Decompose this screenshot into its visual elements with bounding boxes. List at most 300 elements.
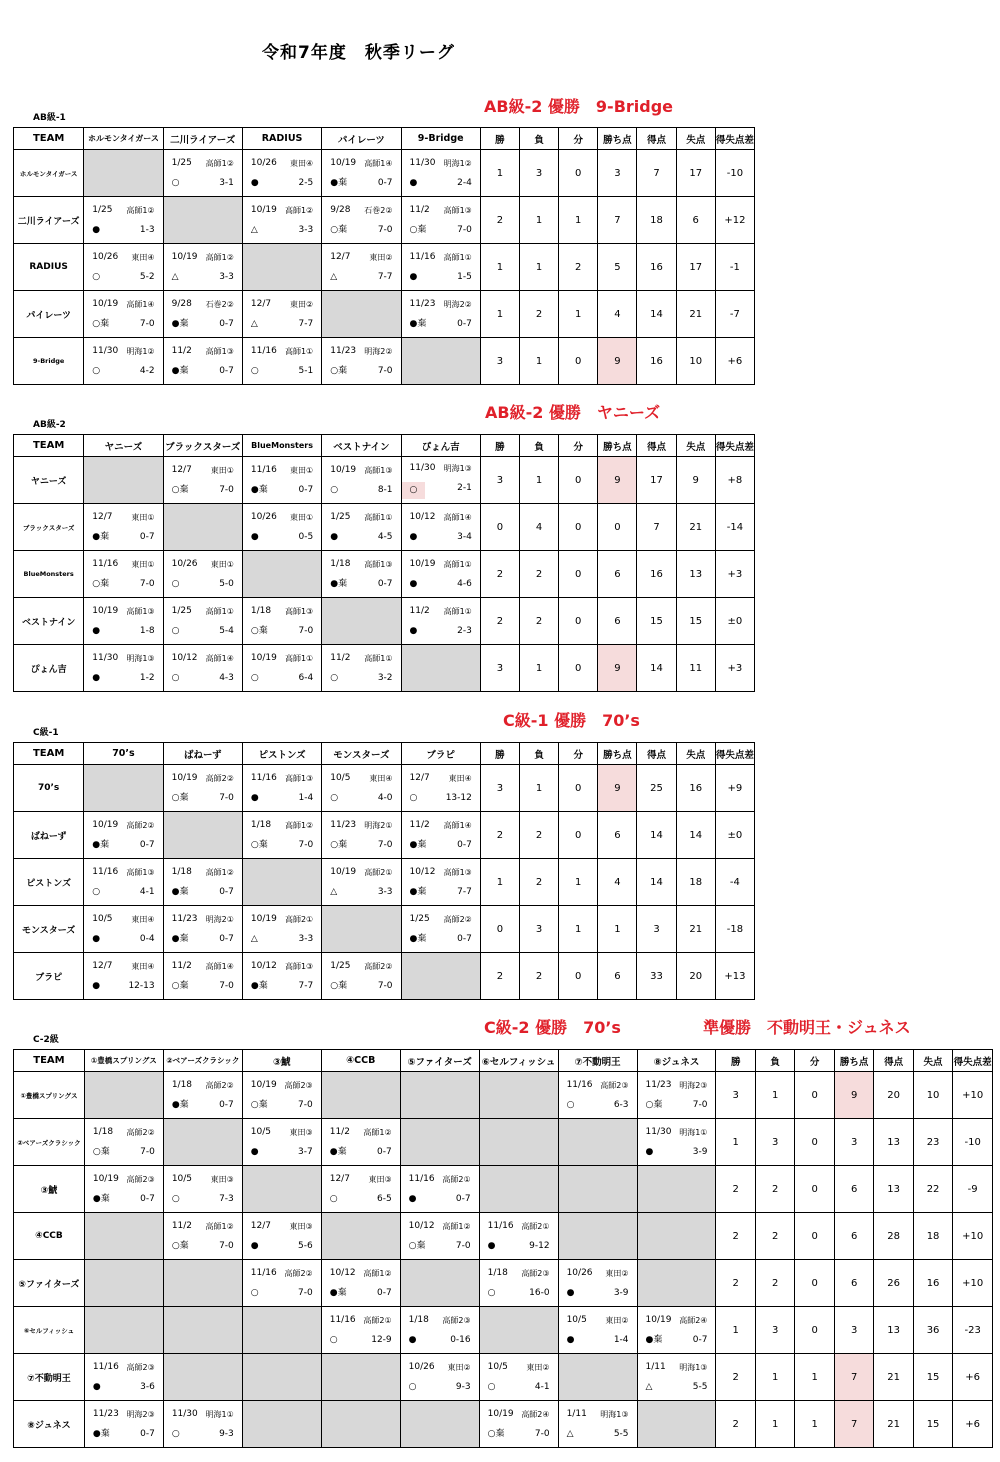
match-score: 6-4 xyxy=(298,672,314,683)
match-cell xyxy=(558,1072,637,1119)
stat-cell: -7 xyxy=(715,291,754,338)
stat-cell: +6 xyxy=(715,338,754,385)
match-score: 12-9 xyxy=(371,1334,392,1345)
match-info xyxy=(85,1408,163,1421)
match-info xyxy=(164,866,242,879)
match-mark: ○ xyxy=(250,365,259,376)
match-score: 7-0 xyxy=(298,1099,313,1110)
stat-cell: +8 xyxy=(715,457,754,504)
match-score: 7-0 xyxy=(139,318,155,329)
row-team-name: ホルモンタイガース xyxy=(14,150,84,197)
header-stat: 得失点差 xyxy=(715,435,754,457)
table-row xyxy=(14,244,755,291)
match-result xyxy=(559,1428,637,1441)
stat-cell: 21 xyxy=(676,906,715,953)
match-date: 11/16 xyxy=(408,1173,435,1184)
match-info xyxy=(480,1267,558,1280)
match-score: 1-5 xyxy=(457,271,472,282)
header-stat: 得失点差 xyxy=(715,743,754,765)
header-stat: 得点 xyxy=(637,128,676,150)
stat-cell: 0 xyxy=(559,765,598,812)
match-venue: 明海2① xyxy=(364,820,393,830)
stat-cell: 2 xyxy=(520,953,559,1000)
match-cell xyxy=(637,1307,716,1354)
stat-cell: 1 xyxy=(559,291,598,338)
header-team-name: BlueMonsters xyxy=(242,435,321,457)
match-venue: 明海1① xyxy=(679,1127,708,1137)
header-row xyxy=(14,1050,993,1072)
match-info xyxy=(322,511,400,524)
header-team-name: ⑤ファイターズ xyxy=(400,1050,479,1072)
stat-cell: 4 xyxy=(520,504,559,551)
match-result xyxy=(401,1193,479,1206)
match-result xyxy=(243,1240,321,1253)
row-team-name: ヤニーズ xyxy=(14,457,84,504)
league-label-ab2: AB級-2 xyxy=(33,420,66,430)
header-team-name: 9-Bridge xyxy=(401,128,480,150)
match-venue: 高師1② xyxy=(284,205,314,215)
match-score: 0-7 xyxy=(457,933,472,944)
match-venue: 高師1② xyxy=(363,1268,392,1278)
match-score: 0-7 xyxy=(140,1428,155,1439)
row-team-name: ④CCB xyxy=(14,1213,85,1260)
match-info xyxy=(322,345,400,358)
table-row xyxy=(14,197,755,244)
match-info xyxy=(164,1079,242,1092)
match-info xyxy=(164,298,242,311)
league-winner-ab2: AB級-2 優勝 ヤニーズ xyxy=(485,403,661,422)
stat-cell: 1 xyxy=(480,244,519,291)
stat-cell: 1 xyxy=(559,859,598,906)
stat-cell: 2 xyxy=(480,197,519,244)
header-stat: 負 xyxy=(520,435,559,457)
stat-cell: 21 xyxy=(874,1354,913,1401)
match-mark: ○棄 xyxy=(330,980,348,991)
match-cell xyxy=(322,645,401,692)
match-venue: 高師1③ xyxy=(284,773,314,783)
match-info xyxy=(322,157,400,170)
match-info xyxy=(402,204,480,217)
stat-cell: 20 xyxy=(874,1072,913,1119)
match-cell xyxy=(558,1307,637,1354)
match-score: 0-7 xyxy=(219,886,234,897)
header-stat: 勝 xyxy=(716,1050,755,1072)
match-result xyxy=(84,933,162,946)
match-result xyxy=(164,933,242,946)
match-venue: 明海2② xyxy=(364,346,393,356)
match-mark: ○ xyxy=(329,1334,338,1345)
match-cell xyxy=(163,244,242,291)
match-cell xyxy=(84,598,163,645)
stat-cell: 9 xyxy=(598,645,637,692)
header-stat: 得点 xyxy=(637,743,676,765)
match-date: 11/2 xyxy=(409,204,430,215)
match-score: 0-7 xyxy=(139,531,155,542)
stat-cell: 9 xyxy=(598,457,637,504)
match-info xyxy=(84,251,162,264)
match-mark: △ xyxy=(566,1428,574,1439)
stat-cell: 1 xyxy=(520,645,559,692)
match-date: 11/30 xyxy=(409,157,436,168)
match-result xyxy=(243,672,321,685)
match-date: 1/18 xyxy=(330,558,351,569)
match-score: 0-7 xyxy=(140,1193,155,1204)
match-date: 1/25 xyxy=(409,913,430,924)
match-cell xyxy=(242,1260,321,1307)
header-stat: 分 xyxy=(795,1050,834,1072)
stat-cell: 18 xyxy=(913,1213,952,1260)
stat-cell: 4 xyxy=(598,859,637,906)
stat-cell: 15 xyxy=(676,598,715,645)
match-cell xyxy=(163,291,242,338)
league-winner-c1: C級-1 優勝 70’s xyxy=(503,711,640,730)
match-venue: 東田② xyxy=(447,1362,471,1372)
header-stat: 失点 xyxy=(913,1050,952,1072)
row-team-name: 9-Bridge xyxy=(14,338,84,385)
stat-cell: -10 xyxy=(953,1119,993,1166)
match-mark: △ xyxy=(645,1381,653,1392)
stat-cell: 16 xyxy=(637,338,676,385)
match-result xyxy=(401,1381,479,1394)
match-date: 10/12 xyxy=(171,652,198,663)
match-result xyxy=(243,365,321,378)
stat-cell: -1 xyxy=(715,244,754,291)
match-score: 3-4 xyxy=(457,531,472,542)
match-date: 1/18 xyxy=(171,866,192,877)
match-score: 7-0 xyxy=(377,839,393,850)
stat-cell: 1 xyxy=(520,197,559,244)
stat-cell: 2 xyxy=(520,812,559,859)
stat-cell: 7 xyxy=(834,1354,873,1401)
match-date: 11/16 xyxy=(487,1220,514,1231)
match-date: 10/19 xyxy=(250,913,277,924)
match-result xyxy=(322,177,400,190)
match-cell xyxy=(322,338,401,385)
match-score: 0-7 xyxy=(692,1334,708,1345)
match-cell xyxy=(401,551,480,598)
match-info xyxy=(84,960,162,973)
stat-cell: 17 xyxy=(637,457,676,504)
row-team-name: モンスターズ xyxy=(14,906,84,953)
stat-cell: 1 xyxy=(598,906,637,953)
match-mark: ○ xyxy=(330,672,339,683)
match-info xyxy=(164,157,242,170)
stat-cell: 2 xyxy=(755,1260,794,1307)
match-info xyxy=(85,1361,163,1374)
match-date: 10/5 xyxy=(566,1314,587,1325)
match-date: 1/25 xyxy=(92,204,113,215)
match-venue: 東田① xyxy=(210,465,234,475)
match-mark: ○棄 xyxy=(330,839,348,850)
table-row xyxy=(14,457,755,504)
match-date: 11/16 xyxy=(250,1267,277,1278)
match-mark: ●棄 xyxy=(171,365,189,376)
match-date: 10/19 xyxy=(409,558,436,569)
match-cell xyxy=(479,1213,558,1260)
table-row xyxy=(14,1354,993,1401)
match-cell xyxy=(322,244,401,291)
match-score: 3-9 xyxy=(692,1146,708,1157)
table-row xyxy=(14,645,755,692)
match-date: 11/23 xyxy=(92,1408,119,1419)
match-venue: 高師2④ xyxy=(679,1315,708,1325)
table-row xyxy=(14,859,755,906)
match-venue: 高師2② xyxy=(443,914,472,924)
stat-cell: 7 xyxy=(637,504,676,551)
match-result xyxy=(243,531,321,544)
empty-cell xyxy=(400,1072,479,1119)
match-mark: ○ xyxy=(330,792,339,803)
stat-cell: 0 xyxy=(598,504,637,551)
header-stat: 勝 xyxy=(480,128,519,150)
empty-cell xyxy=(400,1401,479,1448)
stat-cell: 2 xyxy=(755,1213,794,1260)
match-cell xyxy=(322,812,401,859)
header-stat: 負 xyxy=(755,1050,794,1072)
match-mark: ● xyxy=(250,531,259,542)
match-venue: 高師1③ xyxy=(443,205,472,215)
match-venue: 高師2② xyxy=(126,1127,155,1137)
match-venue: 東田① xyxy=(131,512,155,522)
empty-cell xyxy=(400,1260,479,1307)
match-score: 1-4 xyxy=(613,1334,629,1345)
match-venue: 高師2③ xyxy=(521,1268,550,1278)
match-info xyxy=(402,511,480,524)
table-row xyxy=(14,291,755,338)
match-mark: ○ xyxy=(487,1287,496,1298)
match-result xyxy=(322,672,400,685)
empty-cell xyxy=(400,1119,479,1166)
match-info xyxy=(243,605,321,618)
match-score: 7-7 xyxy=(298,318,314,329)
match-score: 1-4 xyxy=(298,792,314,803)
stat-cell: 1 xyxy=(795,1401,834,1448)
match-mark: ●棄 xyxy=(330,177,348,188)
match-date: 1/18 xyxy=(408,1314,429,1325)
match-result xyxy=(243,839,321,852)
match-date: 11/2 xyxy=(329,1126,350,1137)
match-score: 12-13 xyxy=(128,980,155,991)
match-venue: 高師1④ xyxy=(205,653,234,663)
stat-cell: 1 xyxy=(559,197,598,244)
header-stat: 勝ち点 xyxy=(598,743,637,765)
match-info xyxy=(164,1408,242,1421)
match-mark: ○棄 xyxy=(92,578,110,589)
match-venue: 高師1① xyxy=(364,512,393,522)
header-team: TEAM xyxy=(14,743,84,765)
match-venue: 東田③ xyxy=(368,1174,392,1184)
match-mark: ○棄 xyxy=(330,365,348,376)
header-team-name: ⑧ジュネス xyxy=(637,1050,716,1072)
empty-cell xyxy=(242,1166,321,1213)
match-venue: 高師2③ xyxy=(126,1174,155,1184)
match-date: 11/30 xyxy=(171,1408,198,1419)
match-cell xyxy=(400,1213,479,1260)
match-result xyxy=(480,1287,558,1300)
match-result xyxy=(243,484,321,497)
match-cell xyxy=(401,457,480,504)
match-result xyxy=(322,1146,400,1159)
match-date: 11/30 xyxy=(92,345,119,356)
table-row xyxy=(14,598,755,645)
match-mark: ●棄 xyxy=(92,1193,110,1204)
match-cell xyxy=(401,291,480,338)
empty-cell xyxy=(558,1119,637,1166)
stat-cell: 10 xyxy=(913,1072,952,1119)
stat-cell: 0 xyxy=(795,1307,834,1354)
stat-cell: 0 xyxy=(480,504,519,551)
match-venue: 高師1③ xyxy=(284,606,314,616)
match-date: 11/2 xyxy=(409,605,430,616)
stat-cell: 17 xyxy=(676,244,715,291)
match-score: 0-4 xyxy=(139,933,155,944)
match-score: 2-5 xyxy=(298,177,314,188)
match-cell xyxy=(84,1354,163,1401)
match-cell xyxy=(401,765,480,812)
match-cell xyxy=(322,504,401,551)
stat-cell: 0 xyxy=(559,150,598,197)
row-team-name: ベストナイン xyxy=(14,598,84,645)
empty-cell xyxy=(558,1166,637,1213)
match-date: 1/25 xyxy=(171,157,192,168)
header-team-name: 70’s xyxy=(84,743,163,765)
match-info xyxy=(164,345,242,358)
stat-cell: 1 xyxy=(755,1354,794,1401)
match-result xyxy=(84,224,162,237)
table-row xyxy=(14,1307,993,1354)
match-info xyxy=(243,511,321,524)
match-mark: ●棄 xyxy=(171,318,189,329)
row-team-name: 二川ライアーズ xyxy=(14,197,84,244)
empty-cell xyxy=(84,1213,163,1260)
empty-cell xyxy=(479,1119,558,1166)
match-result xyxy=(84,625,162,638)
stat-cell: 18 xyxy=(676,859,715,906)
match-mark: ● xyxy=(409,578,418,589)
match-result xyxy=(243,1099,321,1112)
match-date: 1/18 xyxy=(171,1079,193,1090)
match-mark: ●棄 xyxy=(409,839,427,850)
match-cell xyxy=(401,859,480,906)
match-score: 1-8 xyxy=(139,625,155,636)
match-score: 0-7 xyxy=(457,839,472,850)
stat-cell: 9 xyxy=(598,338,637,385)
match-info xyxy=(322,204,400,217)
stat-cell: 15 xyxy=(913,1401,952,1448)
match-mark: ●棄 xyxy=(409,886,427,897)
match-mark: ○ xyxy=(409,792,418,803)
stat-cell: 7 xyxy=(637,150,676,197)
header-team-name: RADIUS xyxy=(242,128,321,150)
match-date: 12/7 xyxy=(92,511,113,522)
match-info xyxy=(402,819,480,832)
match-result xyxy=(84,672,162,685)
match-cell xyxy=(558,1401,637,1448)
stat-cell: 2 xyxy=(480,953,519,1000)
match-cell xyxy=(242,1072,321,1119)
stat-cell: 1 xyxy=(520,244,559,291)
header-team-name: ②ベアーズクラシック xyxy=(163,1050,242,1072)
match-venue: 高師2① xyxy=(442,1174,471,1184)
match-score: 9-12 xyxy=(529,1240,550,1251)
stat-cell: ±0 xyxy=(715,598,754,645)
match-result xyxy=(84,318,162,331)
stat-cell: 17 xyxy=(676,150,715,197)
match-cell xyxy=(84,244,163,291)
match-mark: ● xyxy=(92,933,101,944)
match-mark: △ xyxy=(171,271,179,282)
empty-cell xyxy=(558,1354,637,1401)
match-venue: 高師1② xyxy=(126,205,155,215)
page-title: 令和7年度 秋季リーグ xyxy=(262,43,455,63)
stat-cell: +12 xyxy=(715,197,754,244)
match-venue: 東田② xyxy=(526,1362,550,1372)
match-mark: ○棄 xyxy=(171,484,189,495)
match-info xyxy=(85,1173,163,1186)
row-team-name: ⑥セルフィッシュ xyxy=(14,1307,85,1354)
table-row xyxy=(14,1166,993,1213)
match-info xyxy=(84,204,162,217)
match-score: 7-0 xyxy=(377,365,393,376)
match-venue: 高師1② xyxy=(205,1221,234,1231)
stat-cell: 14 xyxy=(637,645,676,692)
match-result xyxy=(401,1240,479,1253)
match-result xyxy=(559,1287,637,1300)
match-result xyxy=(243,224,321,237)
league-winner-ab1: AB級-2 優勝 9-Bridge xyxy=(484,97,674,116)
match-cell xyxy=(84,1166,163,1213)
match-cell xyxy=(84,812,163,859)
empty-cell xyxy=(321,1213,400,1260)
match-score: 1-3 xyxy=(139,224,155,235)
empty-cell xyxy=(637,1213,716,1260)
match-cell xyxy=(163,598,242,645)
match-venue: 高師1② xyxy=(284,820,314,830)
stat-cell: 7 xyxy=(834,1401,873,1448)
match-cell xyxy=(84,906,163,953)
row-team-name: ばねーず xyxy=(14,812,84,859)
match-result xyxy=(322,1193,400,1206)
empty-cell xyxy=(322,906,401,953)
match-date: 11/30 xyxy=(92,652,119,663)
stat-cell: 2 xyxy=(480,598,519,645)
match-mark: ● xyxy=(566,1287,575,1298)
match-date: 10/19 xyxy=(92,1173,119,1184)
match-info xyxy=(402,772,480,785)
match-info xyxy=(164,605,242,618)
match-venue: 明海1② xyxy=(443,158,472,168)
match-cell xyxy=(163,1213,242,1260)
match-date: 10/26 xyxy=(408,1361,435,1372)
header-row xyxy=(14,128,755,150)
header-team-name: ピストンズ xyxy=(242,743,321,765)
match-info xyxy=(322,772,400,785)
match-score: 5-5 xyxy=(692,1381,708,1392)
match-mark: ● xyxy=(487,1240,496,1251)
empty-cell xyxy=(401,953,480,1000)
stat-cell: 2 xyxy=(716,1166,755,1213)
match-mark: ○ xyxy=(171,672,180,683)
match-cell xyxy=(401,504,480,551)
match-mark: ●棄 xyxy=(92,1428,110,1439)
stat-cell: 1 xyxy=(480,291,519,338)
table-row xyxy=(14,812,755,859)
match-date: 12/7 xyxy=(250,298,272,309)
match-cell xyxy=(84,859,163,906)
match-info xyxy=(322,1314,400,1327)
match-cell xyxy=(84,504,163,551)
match-cell xyxy=(322,953,401,1000)
